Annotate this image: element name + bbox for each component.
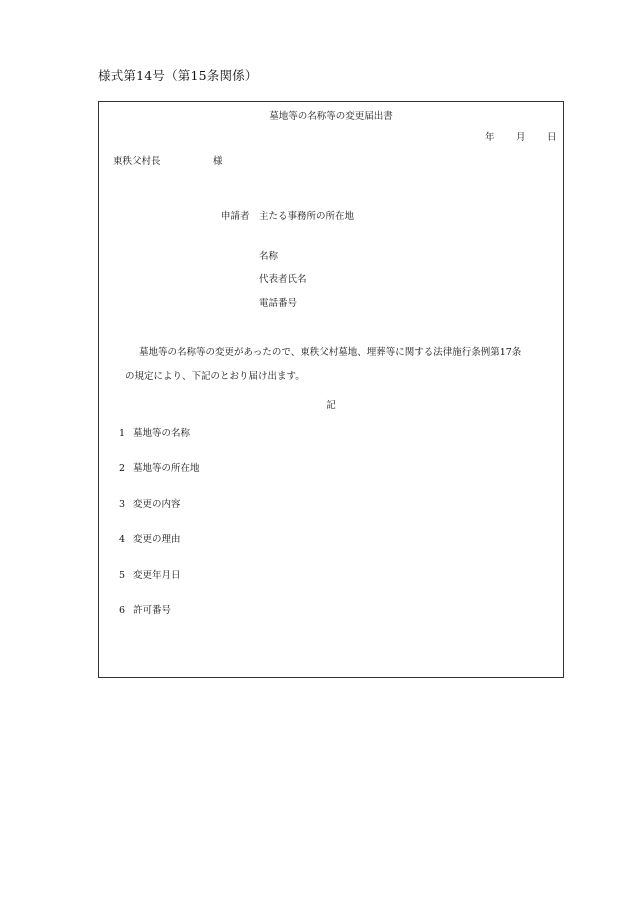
list-item (119, 535, 181, 545)
representative-label: 代表者氏名 (259, 274, 307, 285)
list-item (119, 464, 200, 474)
body-text-line-2: の規定により、下記のとおり届け出ます。 (125, 371, 305, 382)
name-label: 名称 (259, 251, 279, 262)
ki-heading: 記 (326, 400, 336, 411)
item-label: 変更年月日 (133, 570, 181, 581)
office-location-label: 主たる事務所の所在地 (259, 211, 355, 222)
applicant-label: 申請者 (221, 211, 250, 222)
item-label: 許可番号 (133, 605, 172, 616)
item-label: 墓地等の所在地 (133, 463, 200, 474)
list-item (119, 429, 190, 439)
form-number: 様式第14号（第15条関係） (98, 68, 258, 83)
item-number: 4 (119, 534, 126, 545)
item-number: 3 (119, 499, 126, 510)
item-number: 6 (119, 605, 126, 616)
document-title: 墓地等の名称等の変更届出書 (269, 111, 393, 122)
form-box (98, 101, 564, 678)
phone-label: 電話番号 (259, 298, 298, 309)
item-number: 5 (119, 570, 126, 581)
list-item (119, 606, 171, 616)
item-number: 1 (119, 428, 126, 439)
date-day-label: 日 (547, 132, 557, 143)
item-label: 変更の理由 (133, 534, 181, 545)
item-label: 墓地等の名称 (133, 428, 191, 439)
date-year-label: 年 (485, 132, 495, 143)
list-item (119, 500, 181, 510)
addressee: 東秩父村長 (113, 156, 161, 167)
date-month-label: 月 (516, 132, 526, 143)
body-text-line-1: 墓地等の名称等の変更があったので、東秩父村墓地、埋葬等に関する法律施行条例第17条 (139, 347, 522, 358)
item-number: 2 (119, 463, 126, 474)
honorific: 様 (213, 156, 223, 167)
list-item (119, 571, 181, 581)
item-label: 変更の内容 (133, 499, 181, 510)
